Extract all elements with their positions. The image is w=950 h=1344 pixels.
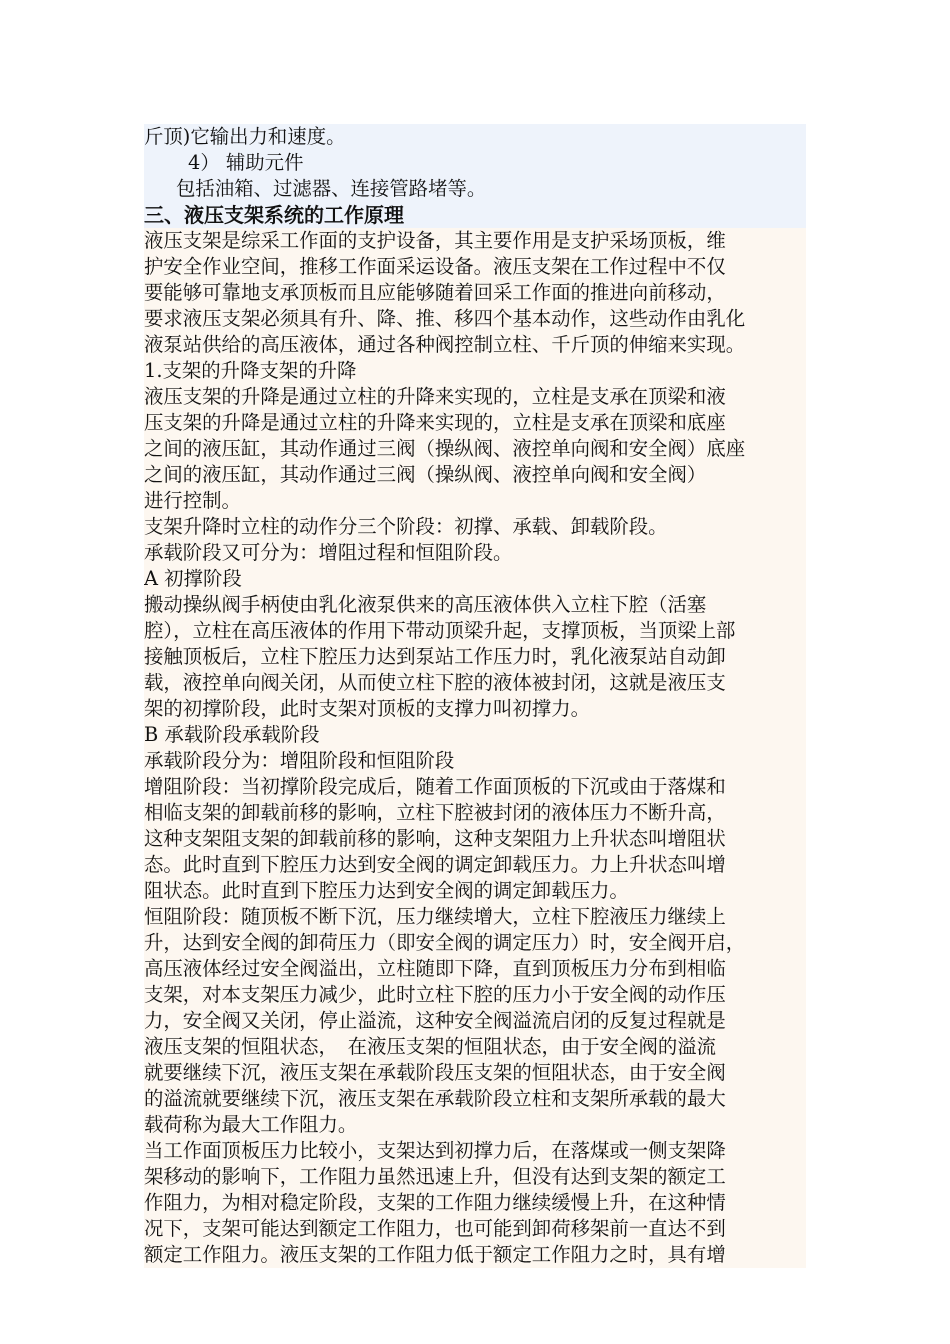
text-line: 接触顶板后，立柱下腔压力达到泵站工作压力时，乳化液泵站自动卸 xyxy=(144,644,806,670)
text-line: 态。此时直到下腔压力达到安全阀的调定卸载压力。力上升状态叫增 xyxy=(144,852,806,878)
text-line: 相临支架的卸载前移的影响，立柱下腔被封闭的液体压力不断升高， xyxy=(144,800,806,826)
text-line: 要求液压支架必须具有升、降、推、移四个基本动作，这些动作由乳化 xyxy=(144,306,806,332)
subsection-heading: B 承载阶段承载阶段 xyxy=(144,722,806,748)
section-heading: 三、液压支架系统的工作原理 xyxy=(144,202,806,228)
text-line: 液压支架是综采工作面的支护设备，其主要作用是支护采场顶板，维 xyxy=(144,228,806,254)
text-line: 高压液体经过安全阀溢出，立柱随即下降，直到顶板压力分布到相临 xyxy=(144,956,806,982)
text-line: 额定工作阻力。液压支架的工作阻力低于额定工作阻力之时，具有增 xyxy=(144,1242,806,1268)
text-line: 载荷称为最大工作阻力。 xyxy=(144,1112,806,1138)
text-line: 的溢流就要继续下沉，液压支架在承载阶段立柱和支架所承载的最大 xyxy=(144,1086,806,1112)
text-line: 承载阶段分为：增阻阶段和恒阻阶段 xyxy=(144,748,806,774)
subsection-heading: A 初撑阶段 xyxy=(144,566,806,592)
text-line: 之间的液压缸，其动作通过三阀（操纵阀、液控单向阀和安全阀）底座 xyxy=(144,436,806,462)
text-line: 况下，支架可能达到额定工作阻力，也可能到卸荷移架前一直达不到 xyxy=(144,1216,806,1242)
text-line: 作阻力，为相对稳定阶段，支架的工作阻力继续缓慢上升，在这种情 xyxy=(144,1190,806,1216)
text-line: 增阻阶段：当初撑阶段完成后，随着工作面顶板的下沉或由于落煤和 xyxy=(144,774,806,800)
text-line: 载，液控单向阀关闭，从而使立柱下腔的液体被封闭，这就是液压支 xyxy=(144,670,806,696)
text-line: 这种支架阻支架的卸载前移的影响，这种支架阻力上升状态叫增阻状 xyxy=(144,826,806,852)
text-line: 承载阶段又可分为：增阻过程和恒阻阶段。 xyxy=(144,540,806,566)
text-line: 腔），立柱在高压液体的作用下带动顶梁升起，支撑顶板，当顶梁上部 xyxy=(144,618,806,644)
text-line: 恒阻阶段：随顶板不断下沉，压力继续增大，立柱下腔液压力继续上 xyxy=(144,904,806,930)
text-line: 支架升降时立柱的动作分三个阶段：初撑、承载、卸载阶段。 xyxy=(144,514,806,540)
text-line: 阻状态。此时直到下腔压力达到安全阀的调定卸载压力。 xyxy=(144,878,806,904)
text-line: 支架，对本支架压力减少，此时立柱下腔的压力小于安全阀的动作压 xyxy=(144,982,806,1008)
text-line: 架移动的影响下，工作阻力虽然迅速上升，但没有达到支架的额定工 xyxy=(144,1164,806,1190)
text-line: 液压支架的升降是通过立柱的升降来实现的，立柱是支承在顶梁和液 xyxy=(144,384,806,410)
text-line: 斤顶)它输出力和速度。 xyxy=(144,124,806,150)
document-body xyxy=(144,124,806,1268)
text-line: 护安全作业空间，推移工作面采运设备。液压支架在工作过程中不仅 xyxy=(144,254,806,280)
text-line: 力，安全阀又关闭，停止溢流，这种安全阀溢流启闭的反复过程就是 xyxy=(144,1008,806,1034)
text-line: 当工作面顶板压力比较小，支架达到初撑力后，在落煤或一侧支架降 xyxy=(144,1138,806,1164)
text-line: 要能够可靠地支承顶板而且应能够随着回采工作面的推进向前移动， xyxy=(144,280,806,306)
text-line: 液泵站供给的高压液体，通过各种阀控制立柱、千斤顶的伸缩来实现。 xyxy=(144,332,806,358)
text-line: 之间的液压缸，其动作通过三阀（操纵阀、液控单向阀和安全阀） xyxy=(144,462,806,488)
text-line: 搬动操纵阀手柄使由乳化液泵供来的高压液体供入立柱下腔（活塞 xyxy=(144,592,806,618)
list-item-heading: 4） 辅助元件 xyxy=(144,150,806,176)
text-line: 架的初撑阶段，此时支架对顶板的支撑力叫初撑力。 xyxy=(144,696,806,722)
text-line: 就要继续下沉，液压支架在承载阶段压支架的恒阻状态，由于安全阀 xyxy=(144,1060,806,1086)
subsection-heading: 1.支架的升降支架的升降 xyxy=(144,358,806,384)
text-line: 进行控制。 xyxy=(144,488,806,514)
text-line: 压支架的升降是通过立柱的升降来实现的，立柱是支承在顶梁和底座 xyxy=(144,410,806,436)
text-line: 升，达到安全阀的卸荷压力（即安全阀的调定压力）时，安全阀开启， xyxy=(144,930,806,956)
text-line: 液压支架的恒阻状态， 在液压支架的恒阻状态，由于安全阀的溢流 xyxy=(144,1034,806,1060)
text-line: 包括油箱、过滤器、连接管路堵等。 xyxy=(144,176,806,202)
